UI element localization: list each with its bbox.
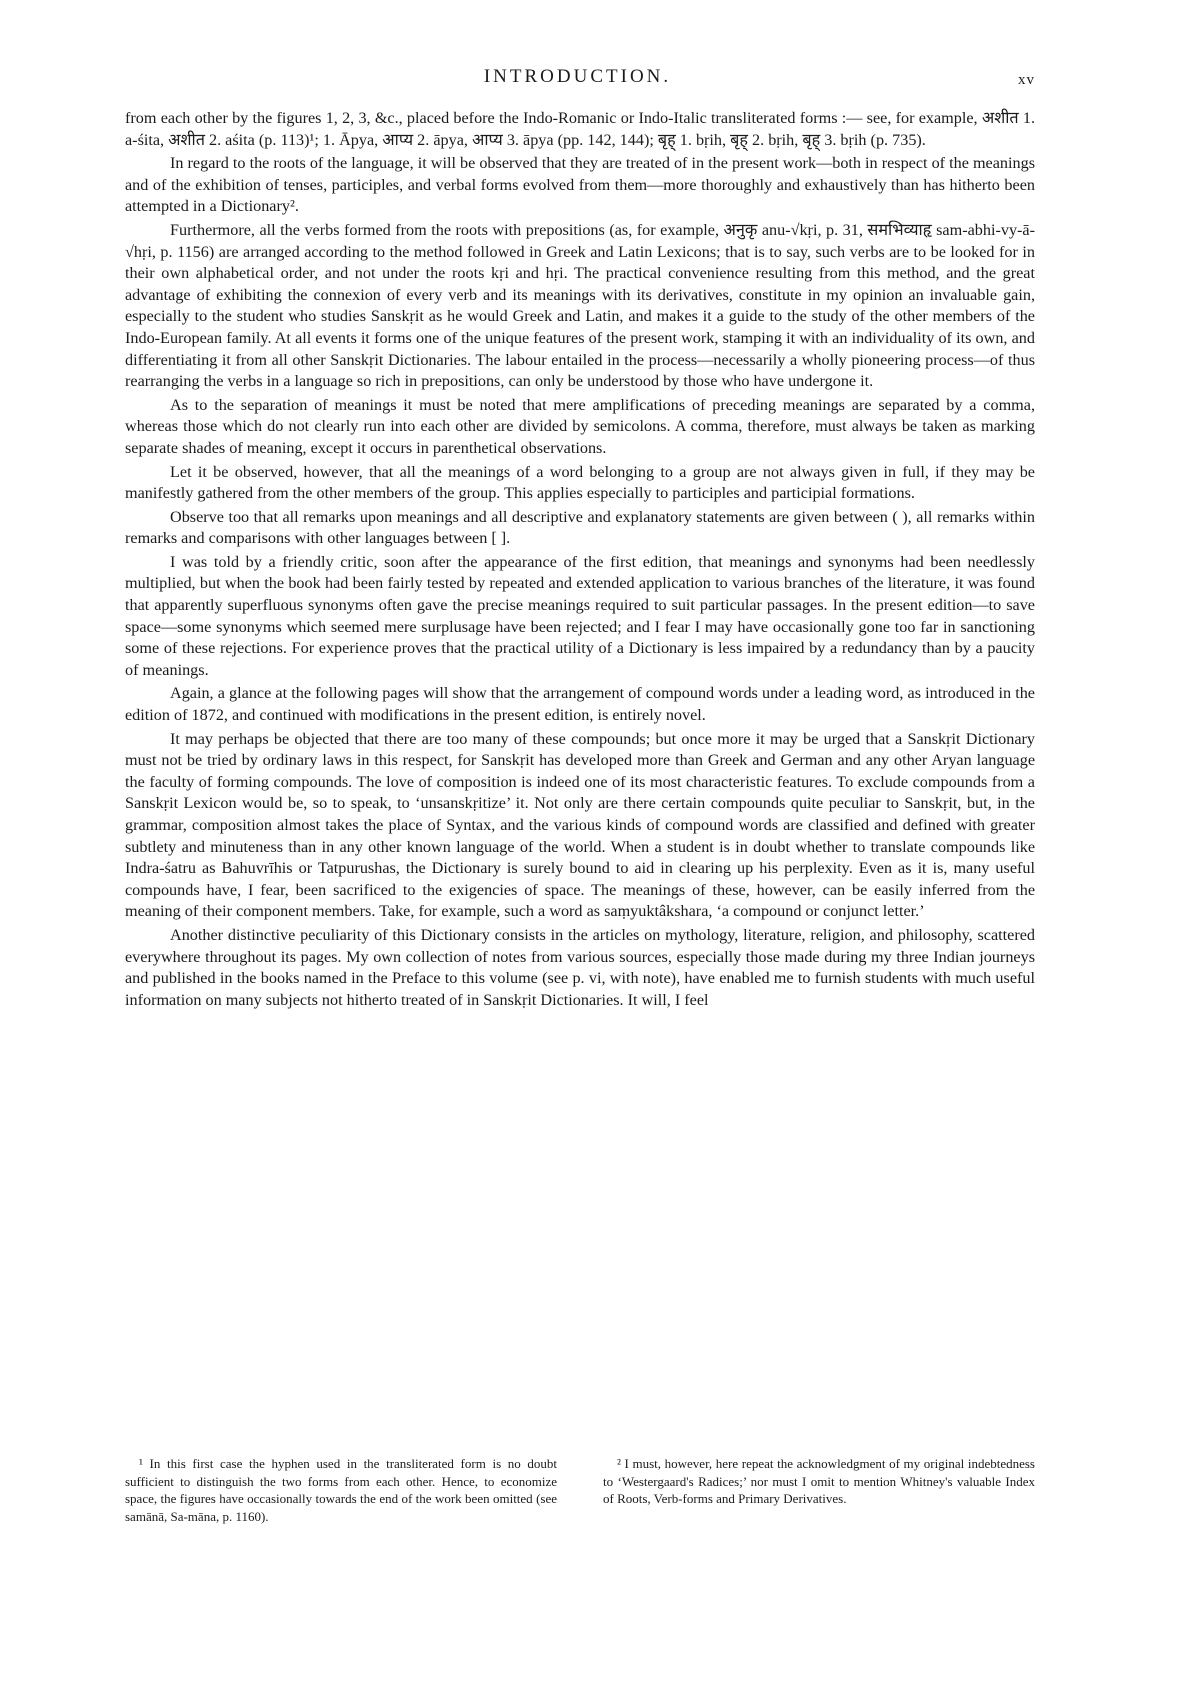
paragraph-groups: Let it be observed, however, that all the meanings of a word belonging to a group are not always given in full, if they may be manifestly gathered from the other members of the group. This applies especially to participles and participial formations.: [125, 462, 1035, 503]
paragraph-separation-of-meanings: As to the separation of meanings it must be noted that mere amplifications of preceding meanings are separated by a comma, whereas those which do not clearly run into each other are divided by semicolons. A comma, therefore, must always be taken as marking separate shades of meaning, except it occurs in parenthetical observations.: [125, 395, 1035, 457]
footnote-2: ² I must, however, here repeat the acknowledgment of my original indebtedness to ‘Westergaard's Radices;’ nor must I omit to mention Whitney's valuable Index of Roots, Verb-forms and Primary Derivatives.: [603, 1456, 1035, 1506]
paragraph-roots: In regard to the roots of the language, it will be observed that they are treated of in the present work—both in respect of the meanings and of the exhibition of tenses, participles, and verbal forms evolved from them—more thoroughly and exhaustively than has hitherto been attempted in a Dictionary².: [125, 154, 1035, 216]
paragraph-compounds: It may perhaps be objected that there are too many of these compounds; but once more it may be urged that a Sanskṛit Dictionary must not be tried by ordinary laws in this respect, for Sanskṛit has developed more than Greek and German and any other Aryan language the faculty of forming compounds. The love of composition is indeed one of its most characteristic features. To exclude compounds from a Sanskṛit Lexicon would be, so to speak, to ‘unsanskṛitize’ it. Not only are there certain compounds quite peculiar to Sanskṛit, but, in the grammar, composition almost takes the place of Syntax, and the various kinds of compound words are classified and defined with greater subtlety and minuteness than in any other known language of the world. When a student is in doubt whether to translate compounds like Indra-śatru as Bahuvrīhis or Tatpurushas, the Dictionary is surely bound to aid in clearing up his perplexity. Even as it is, many useful compounds have, I fear, been sacrificed to the exigencies of space. The meanings of these, however, can be easily inferred from the meaning of their component members. Take, for example, such a word as saṃyuktâkshara, ‘a compound or conjunct letter.’: [125, 729, 1035, 921]
paragraph-remarks: Observe too that all remarks upon meanings and all descriptive and explanatory statements are given between ( ), all remarks within remarks and comparisons with other languages between [ ].: [125, 507, 1035, 548]
paragraph-prepositions: Furthermore, all the verbs formed from the roots with prepositions (as, for example, अनुकृ anu-√kṛi, p. 31, समभिव्याहृ sam-abhi-vy-ā-√hṛi, p. 1156) are arranged according to the method followed in Greek and Latin Lexicons; that is to say, such verbs are to be looked for in their own alphabetical order, and not under the roots kṛi and hṛi. The practical convenience resulting from this method, and the great advantage of exhibiting the connexion of every verb and its meanings with its derivatives, constitute in my opinion an invaluable gain, especially to the student who studies Sanskṛit as he would Greek and Latin, and makes it a guide to the study of the other members of the Indo-European family. At all events it forms one of the unique features of the present work, stamping it with an individuality of its own, and differentiating it from all other Sanskṛit Dictionaries. The labour entailed in the process—necessarily a wholly pioneering process—of thus rearranging the verbs in a language so rich in prepositions, can only be understood by those who have undergone it.: [125, 220, 1035, 391]
body-text: [125, 108, 1035, 1011]
page-header: [120, 66, 1035, 96]
footnote-1: ¹ In this first case the hyphen used in the transliterated form is no doubt sufficient to distinguish the two forms from each other. Hence, to economize space, the figures have occasionally towards the end of the work been omitted (see samānā, Sa-māna, p. 1160).: [125, 1456, 557, 1524]
page-number: xv: [1018, 72, 1035, 88]
paragraph-synonyms: I was told by a friendly critic, soon after the appearance of the first edition, that meanings and synonyms had been needlessly multiplied, but when the book had been fairly tested by repeated and extended application to various branches of the literature, it was found that apparently superfluous synonyms often gave the precise meanings required to suit particular passages. In the present edition—to save space—some synonyms which seemed mere surplusage have been rejected; and I fear I may have occasionally gone too far in sanctioning some of these rejections. For experience proves that the practical utility of a Dictionary is less impaired by a redundancy than by a paucity of meanings.: [125, 552, 1035, 679]
running-head: INTRODUCTION.: [483, 66, 672, 87]
paragraph-compound-arrangement: Again, a glance at the following pages will show that the arrangement of compound words under a leading word, as introduced in the edition of 1872, and continued with modifications in the present edition, is entirely novel.: [125, 684, 1035, 725]
paragraph-continuation: from each other by the figures 1, 2, 3, &c., placed before the Indo-Romanic or Indo-Italic transliterated forms :— see, for example, अशीत 1. a-śita, अशीत 2. aśita (p. 113)¹; 1. Āpya, आप्य 2. āpya, आप्य 3. āpya (pp. 142, 144); बृह् 1. bṛih, बृह् 2. bṛih, बृह् 3. bṛih (p. 735).: [125, 109, 1035, 149]
paragraph-peculiarity: Another distinctive peculiarity of this Dictionary consists in the articles on mythology, literature, religion, and philosophy, scattered everywhere throughout its pages. My own collection of notes from various sources, especially those made during my three Indian journeys and published in the books named in the Preface to this volume (see p. vi, with note), have enabled me to furnish students with much useful information on many subjects not hitherto treated of in Sanskṛit Dictionaries. It will, I feel: [125, 925, 1035, 1009]
